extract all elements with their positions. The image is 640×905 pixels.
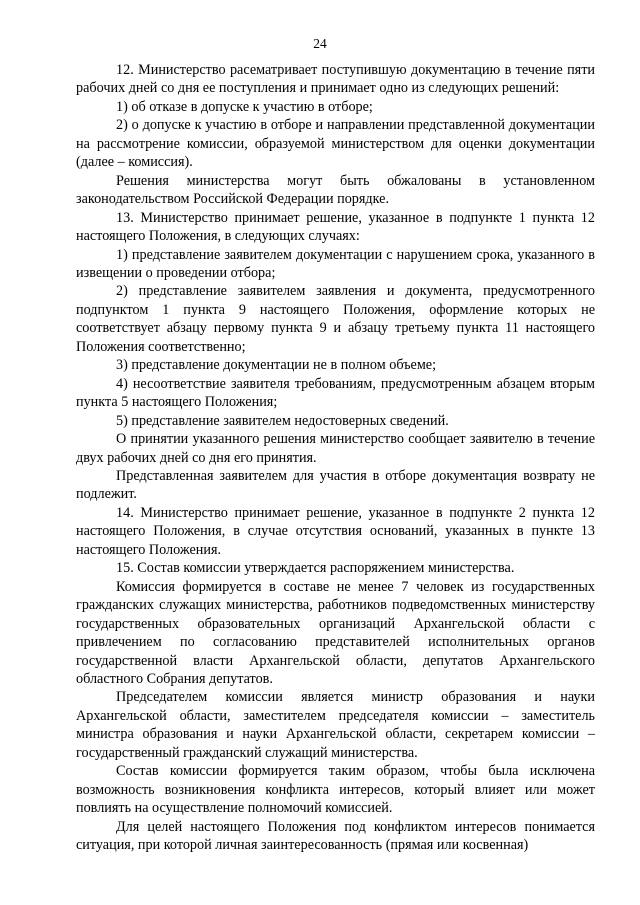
- list-item-13-3: 3) представление документации не в полном объеме;: [116, 357, 437, 374]
- list-item-12-1: 1) об отказе в допуске к участию в отборе;: [116, 98, 373, 115]
- paragraph-14: 14. Министерство принимает решение, указанное в подпункте 2 пункта 12 настоящего Положения, в случае отсутствия оснований, указанных в пункте 13 настоящего Положения.: [76, 504, 595, 558]
- paragraph-commission-composition: Комиссия формируется в составе не менее 7 человек из государственных гражданских служащих министерства, работников подведомственных министерству государственных образовательных организаций Архангельской области с привлечением по согласованию представителей исполнительных органов государственной власти Архангельской области, депутатов Архангельского областного Собрания депутатов.: [76, 578, 595, 687]
- paragraph-12: 12. Министерство расематривает поступившую документацию в течение пяти рабочих дней со дня ее поступления и принимает одно из следующих решений:: [76, 62, 595, 97]
- paragraph-13: 13. Министерство принимает решение, указанное в подпункте 1 пункта 12 настоящего Положения, в следующих случаях:: [76, 209, 595, 245]
- paragraph-appeal: Решения министерства могут быть обжалованы в установленном законодательством Российской Федерации порядке.: [76, 172, 595, 208]
- list-item-13-2: 2) представление заявителем заявления и документа, предусмотренного подпунктом 1 пункта 9 настоящего Положения, оформление которых не соответствует абзацу первому пункта 9 и абзацу третьему пункта 11 настоящего Положения соответственно;: [76, 283, 595, 355]
- list-item-12-2: 2) о допуске к участию в отборе и направлении представленной документации на рассмотрение комиссии, образуемой министерством для оценки документации (далее – комиссия).: [76, 117, 595, 171]
- paragraph-conflict-definition: Для целей настоящего Положения под конфликтом интересов понимается ситуация, при которой личная заинтересованность (прямая или косвенная): [76, 818, 595, 854]
- list-item-13-4: 4) несоответствие заявителя требованиям, предусмотренным абзацем вторым пункта 5 настоящего Положения;: [76, 375, 595, 411]
- paragraph-15: 15. Состав комиссии утверждается распоряжением министерства.: [116, 560, 515, 577]
- paragraph-conflict-exclusion: Состав комиссии формируется таким образом, чтобы была исключена возможность возникновения конфликта интересов, который влияет или может повлиять на осуществление полномочий комиссией.: [76, 763, 595, 817]
- document-body: [76, 61, 595, 854]
- paragraph-no-return: Представленная заявителем для участия в отборе документация возврату не подлежит.: [76, 467, 595, 503]
- list-item-13-1: 1) представление заявителем документации с нарушением срока, указанного в извещении о проведении отбора;: [76, 246, 595, 281]
- list-item-13-5: 5) представление заявителем недостоверных сведений.: [116, 412, 449, 429]
- paragraph-notification: О принятии указанного решения министерство сообщает заявителю в течение двух рабочих дней со дня его принятия.: [76, 431, 595, 466]
- page-number: 24: [313, 36, 327, 51]
- paragraph-commission-chair: Председателем комиссии является министр образования и науки Архангельской области, заместителем председателя комиссии – заместитель министра образования и науки Архангельской области, секретарем комиссии – государственный гражданский служащий министерства.: [76, 689, 595, 761]
